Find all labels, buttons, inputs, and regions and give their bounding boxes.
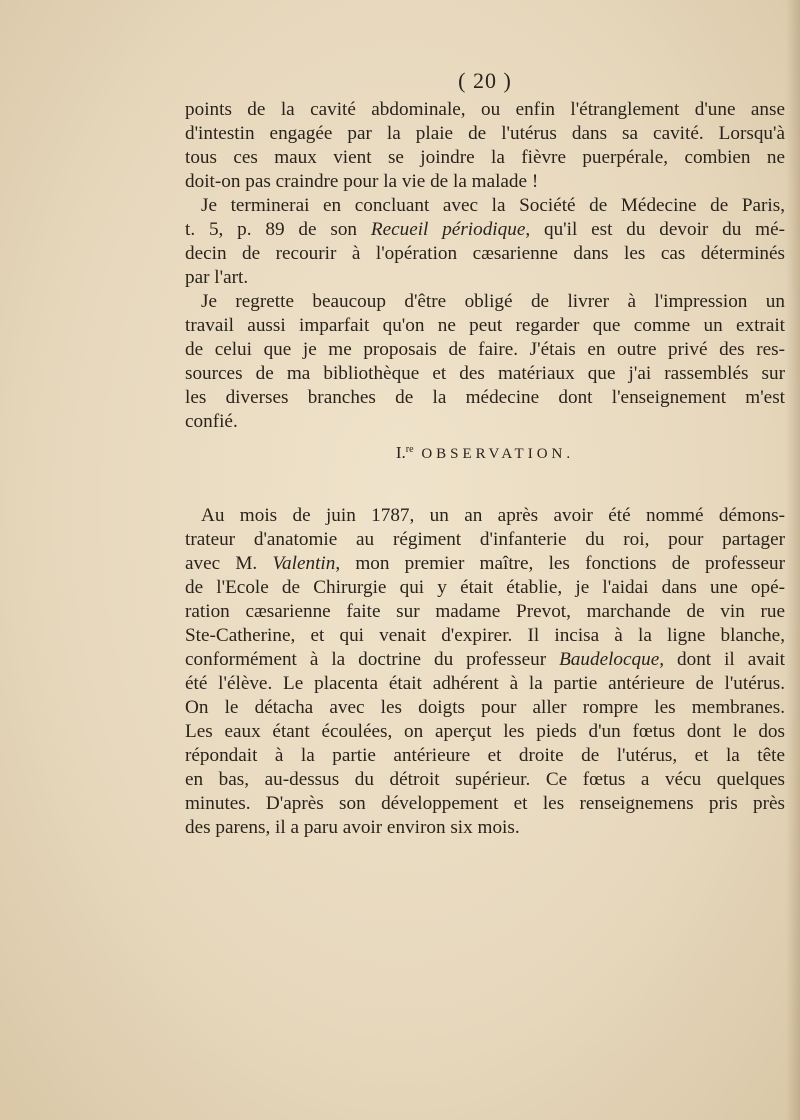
paragraph <box>185 290 785 434</box>
text-line: d'intestin engagée par la plaie de l'utérus dans sa cavité. Lorsqu'à <box>185 123 785 144</box>
text-line: On le détacha avec les doigts pour aller rompre les membranes. <box>185 697 785 718</box>
text-line: t. 5, p. 89 de son Recueil périodique, qu'il est du devoir du mé- <box>185 219 785 240</box>
text-line: minutes. D'après son développement et les renseignemens pris près <box>185 793 785 814</box>
paragraph <box>185 98 785 194</box>
text-line: travail aussi imparfait qu'on ne peut regarder que comme un extrait <box>185 315 785 336</box>
heading-numeral: I. <box>395 443 406 462</box>
text-line: decin de recourir à l'opération cæsarienne dans les cas déterminés <box>185 243 785 264</box>
text-line: avec M. Valentin, mon premier maître, les fonctions de professeur <box>185 553 785 574</box>
text-line: sources de ma bibliothèque et des matériaux que j'ai rassemblés sur <box>185 363 785 384</box>
text-line: de l'Ecole de Chirurgie qui y était établie, je l'aidai dans une opé- <box>185 577 785 598</box>
italic-text: Valentin <box>272 553 336 574</box>
intro-paragraphs <box>185 98 785 434</box>
text-line: Je regrette beaucoup d'être obligé de livrer à l'impression un <box>201 291 785 312</box>
text-line: les diverses branches de la médecine dont l'enseignement m'est <box>185 387 785 408</box>
text-line: de celui que je me proposais de faire. J'étais en outre privé des res- <box>185 339 785 360</box>
text-line: conformément à la doctrine du professeur Baudelocque, dont il avait <box>185 649 785 670</box>
observation-paragraph <box>185 504 785 840</box>
text-line: tous ces maux vient se joindre la fièvre puerpérale, combien ne <box>185 147 785 168</box>
text-line: ration cæsarienne faite sur madame Prevot, marchande de vin rue <box>185 601 785 622</box>
text-line: trateur d'anatomie au régiment d'infanterie du roi, pour partager <box>185 529 785 550</box>
text-line: été l'élève. Le placenta était adhérent à la partie antérieure de l'utérus. <box>185 673 785 694</box>
italic-text: Recueil périodique <box>370 219 526 240</box>
text-line: Je terminerai en concluant avec la Société de Médecine de Paris, <box>201 195 785 216</box>
text-line: en bas, au-dessus du détroit supérieur. Ce fœtus a vécu quelques <box>185 769 785 790</box>
section-heading <box>185 438 785 462</box>
text-line: des parens, il a paru avoir environ six mois. <box>185 817 520 838</box>
text-line: Ste-Catherine, et qui venait d'expirer. Il incisa à la ligne blanche, <box>185 625 785 646</box>
page-number: ( 20 ) <box>458 68 512 93</box>
text-line: doit-on pas craindre pour la vie de la malade ! <box>185 171 539 192</box>
text-line: points de la cavité abdominale, ou enfin l'étranglement d'une anse <box>185 99 785 120</box>
text-line: Au mois de juin 1787, un an après avoir été nommé démons- <box>201 505 785 526</box>
page-edge-shadow <box>786 0 800 1120</box>
text-column <box>185 66 785 840</box>
text-line: Les eaux étant écoulées, on aperçut les pieds d'un fœtus dont le dos <box>185 721 785 742</box>
text-line: confié. <box>185 411 238 432</box>
italic-text: Baudelocque, <box>559 649 665 670</box>
heading-superscript: re <box>405 444 414 455</box>
text-line: répondait à la partie antérieure et droite de l'utérus, et la tête <box>185 745 785 766</box>
paragraph <box>185 194 785 290</box>
heading-word: OBSERVATION. <box>421 446 575 462</box>
text-line: par l'art. <box>185 267 249 288</box>
